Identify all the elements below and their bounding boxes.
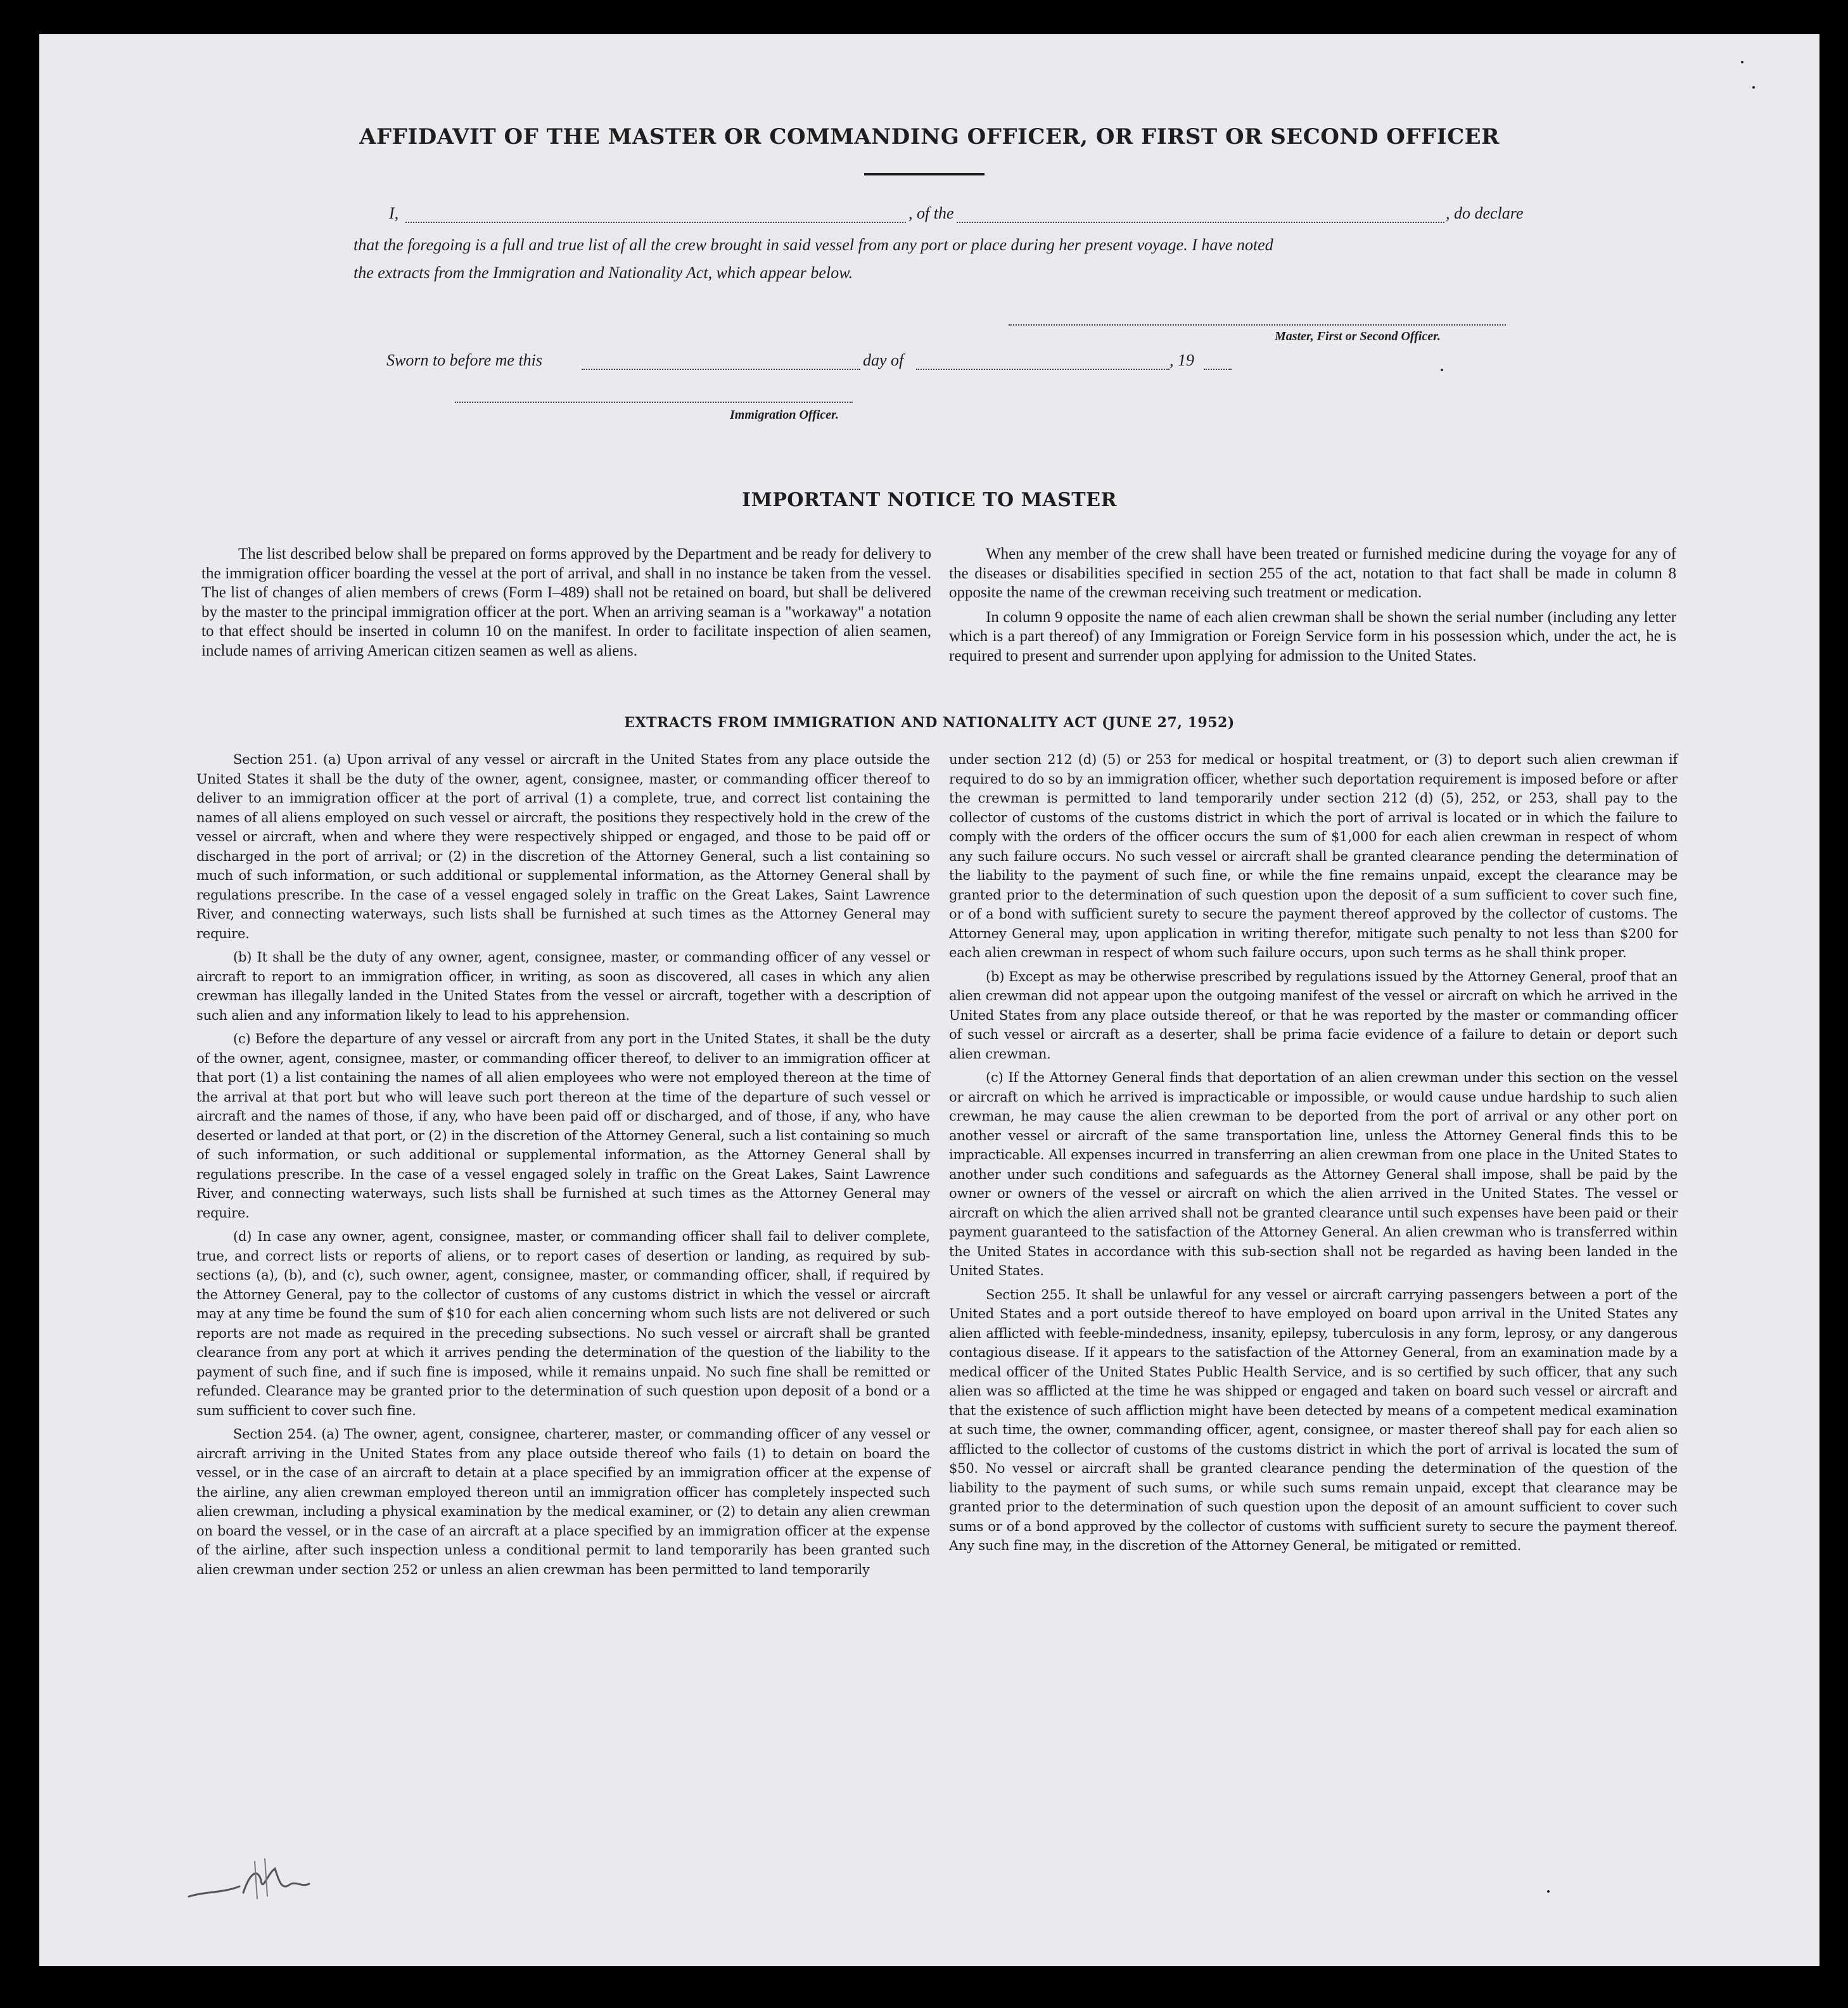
- affidavit-statement-line: that the foregoing is a full and true list of all the crew brought in said vessel from any port or place during her present voyage. I have noted: [354, 236, 1273, 254]
- master-caption: Master, First or Second Officer.: [1275, 329, 1441, 343]
- extract-paragraph: under section 212 (d) (5) or 253 for medical or hospital treatment, or (3) to deport such alien crewman if required to do so by an immigration officer, whether such deportation requirement is imposed before or after the crewman is permitted to land temporarily under section 212 (d) (5), 252, or 253, shall pay to the collector of customs of the customs district in which the port of arrival is located or in which the failure to comply with the orders of the officer occurs the sum of $1,000 for each alien crewman in respect of whom any such failure occurs. No such vessel or aircraft shall be granted clearance pending the determination of the liability to the payment of such fine, or while the fine remains unpaid, except the clearance may be granted prior to the determination of such question upon the deposit of a sum sufficient to cover such fine, or of a bond with sufficient surety to secure the payment thereof approved by the collector of customs. The Attorney General may, upon application in writing therefor, mitigate such penalty to not less than $200 for each alien crewman in respect of whom such failure occurs, upon such terms as he shall think proper.: [949, 752, 1678, 960]
- year-label: , 19: [1169, 351, 1194, 369]
- sworn-label: Sworn to before me this: [386, 351, 543, 369]
- extracts-title: EXTRACTS FROM IMMIGRATION AND NATIONALITY ACT (JUNE 27, 1952): [624, 715, 1235, 731]
- month-field-line[interactable]: [916, 369, 1169, 370]
- title-rule: [864, 173, 985, 175]
- extract-paragraph: Section 254. (a) The owner, agent, consignee, charterer, master, or commanding officer of any vessel or aircraft arriving in the United States from any place outside thereof who fails (1) to detain on board the vessel, or in the case of an aircraft to detain at a place specified by an immigration officer at the expense of the airline, any alien crewman employed thereon until an immigration officer has completely inspected such alien crewman, including a physical examination by the medical examiner, or (2) to detain any alien crewman on board the vessel, or in the case of an aircraft at a place specified by an immigration officer at the expense of the airline, after such inspection unless a conditional permit to land temporarily has been granted such alien crewman under section 252 or unless an alien crewman has been permitted to land temporarily: [196, 1427, 930, 1577]
- extract-paragraph: (d) In case any owner, agent, consignee, master, or commanding officer shall fail to deliver complete, true, and correct lists or reports of aliens, or to report cases of desertion or landing, as required by sub-sections (a), (b), and (c), such owner, agent, consignee, master, or commanding officer, shall, if required by the Attorney General, pay to the collector of customs of any customs district in which the vessel or aircraft may at any time be found the sum of $10 for each alien concerning whom such lists are not delivered or such reports are not made as required in the preceding subsections. No such vessel or aircraft shall be granted clearance from any port at which it arrives pending the determination of the question of the liability to the payment of such fine, and if such fine is imposed, while it remains unpaid. No such fine shall be remitted or refunded. Clearance may be granted prior to the determination of such question upon deposit of a bond or a sum sufficient to cover such fine.: [196, 1229, 930, 1418]
- extract-paragraph: Section 251. (a) Upon arrival of any vessel or aircraft in the United States from any place outside the United States it shall be the duty of the owner, agent, consignee, master, or commanding officer thereof to deliver to an immigration officer at the port of arrival (1) a complete, true, and correct list containing the names of all aliens employed on such vessel or aircraft, the positions they respectively hold in the crew of the vessel or aircraft, when and where they were respectively shipped or engaged, and those to be paid off or discharged in the port of arrival; or (2) in the discretion of the Attorney General, such a list containing so much of such information, or such additional or supplemental information, as the Attorney General shall by regulations prescribe. In the case of a vessel engaged solely in traffic on the Great Lakes, Saint Lawrence River, and connecting waterways, such lists shall be furnished at such times as the Attorney General may require.: [196, 752, 930, 941]
- notice-paragraph: The list described below shall be prepared on forms approved by the Department and be ready for delivery to the immigration officer boarding the vessel at the port of arrival, and shall in no instance be taken from the vessel. The list of changes of alien members of crews (Form I–489) shall not be retained on board, but shall be delivered by the master to the principal immigration officer at the port. When an arriving seaman is a "workaway" a notation to that effect should be inserted in column 10 on the manifest. In order to facilitate inspection of alien seamen, include names of arriving American citizen seamen as well as aliens.: [201, 545, 931, 659]
- extracts-left-column: [196, 750, 930, 1584]
- affidavit-i-label: I,: [389, 204, 399, 222]
- handwritten-signature-icon: [186, 1855, 313, 1912]
- extracts-right-column: [949, 750, 1678, 1560]
- notice-left-column: [201, 545, 931, 666]
- extract-paragraph: Section 255. It shall be unlawful for any vessel or aircraft carrying passengers between a port of the United States and a port outside thereof to have employed on board upon arrival in the United States any alien afflicted with feeble-mindedness, insanity, epilepsy, tuberculosis in any form, leprosy, or any dangerous contagious disease. If it appears to the satisfaction of the Attorney General, from an examination made by a medical officer of the United States Public Health Service, and is so certified by such officer, that any such alien was so afflicted at the time he was shipped or engaged and taken on board such vessel or aircraft and that the existence of such affliction might have been detected by means of a competent medical examination at such time, the owner, commanding officer, agent, consignee, or master thereof shall pay for each alien so afflicted to the collector of customs of the customs district in which the port of arrival is located the sum of $50. No vessel or aircraft shall be granted clearance pending the determination of the question of the liability to the payment of such sums, or while such sums remain unpaid, except that clearance may be granted prior to the determination of such question upon the deposit of an amount sufficient to cover such sums or of a bond approved by the collector of customs with sufficient surety to secure the payment thereof. Any such fine may, in the discretion of the Attorney General, be mitigated or remitted.: [949, 1287, 1678, 1553]
- notice-title: IMPORTANT NOTICE TO MASTER: [742, 489, 1117, 511]
- name-field-line[interactable]: [405, 222, 906, 223]
- notice-paragraph: In column 9 opposite the name of each alien crewman shall be shown the serial number (including any letter which is a part thereof) of any Immigration or Foreign Service form in his possession which, under the act, he is required to present and surrender upon applying for admission to the United States.: [949, 608, 1676, 664]
- extract-paragraph: (c) If the Attorney General finds that deportation of an alien crewman under this section on the vessel or aircraft on which he arrived is impracticable or impossible, or would cause undue hardship to such alien crewman, he may cause the alien crewman to be deported from the port of arrival or any other port on another vessel or aircraft of the same transportation line, unless the Attorney General finds this to be impracticable. All expenses incurred in transferring an alien crewman from one place in the United States to another under such conditions and safeguards as the Attorney General shall impose, shall be paid by the owner or owners of the vessel or aircraft on which the alien arrived in the United States. The vessel or aircraft on which the alien arrived shall not be granted clearance until such expenses have been paid or their payment guaranteed to the satisfaction of the Attorney General. An alien crewman who is transferred within the United States in accordance with this sub-section shall not be regarded as having been landed in the United States.: [949, 1070, 1678, 1278]
- day-of-label: day of: [863, 351, 904, 369]
- affidavit-extracts-line: the extracts from the Immigration and Nationality Act, which appear below.: [354, 264, 853, 282]
- sworn-day-field-line[interactable]: [582, 369, 860, 370]
- speck: [1741, 61, 1743, 63]
- affidavit-declare-label: , do declare: [1446, 204, 1524, 222]
- document-page: [39, 34, 1819, 1966]
- master-signature-line[interactable]: [1009, 324, 1506, 326]
- extract-paragraph: (b) It shall be the duty of any owner, agent, consignee, master, or commanding officer of any vessel or aircraft to report to an immigration officer, in writing, as soon as discovered, all cases in which any alien crewman has illegally landed in the United States from the vessel or aircraft, together with a description of such alien and any information likely to lead to his apprehension.: [196, 950, 930, 1023]
- extract-paragraph: (b) Except as may be otherwise prescribed by regulations issued by the Attorney General, proof that an alien crewman did not appear upon the outgoing manifest of the vessel or aircraft on which he arrived in the United States from any place outside thereof, or that he was reported by the master or commanding officer of such vessel or aircraft as a deserter, shall be prima facie evidence of a failure to detain or deport such alien crewman.: [949, 969, 1678, 1062]
- affidavit-title: AFFIDAVIT OF THE MASTER OR COMMANDING OFFICER, OR FIRST OR SECOND OFFICER: [359, 124, 1500, 149]
- extract-paragraph: (c) Before the departure of any vessel or aircraft from any port in the United States, it shall be the duty of the owner, agent, consignee, master, or commanding officer thereof, to deliver to an immigration officer at that port (1) a list containing the names of all alien employees who were not employed thereon at the time of the arrival at that port but who will leave such port thereon at the time of the departure of such vessel or aircraft and the names of those, if any, who have been paid off or discharged, and of those, if any, who have deserted or landed at that port, or (2) in the discretion of the Attorney General, such a list containing so much of such information, or such additional or supplemental information, as the Attorney General shall by regulations prescribe. In the case of a vessel engaged solely in traffic on the Great Lakes, Saint Lawrence River, and connecting waterways, such lists shall be furnished at such times as the Attorney General may require.: [196, 1031, 930, 1221]
- officer-signature-line[interactable]: [455, 402, 853, 403]
- speck: [1547, 1890, 1550, 1893]
- officer-caption: Immigration Officer.: [730, 408, 839, 422]
- notice-right-column: [949, 545, 1676, 671]
- affidavit-of-the-label: , of the: [908, 204, 954, 222]
- vessel-field-line[interactable]: [957, 222, 1444, 223]
- speck: [1752, 86, 1755, 89]
- notice-paragraph: When any member of the crew shall have been treated or furnished medicine during the voyage for any of the diseases or disabilities specified in section 255 of the act, notation to that fact shall be made in column 8 opposite the name of the crewman receiving such treatment or medication.: [949, 545, 1676, 601]
- speck: [1441, 369, 1443, 371]
- year-field-line[interactable]: [1204, 369, 1232, 370]
